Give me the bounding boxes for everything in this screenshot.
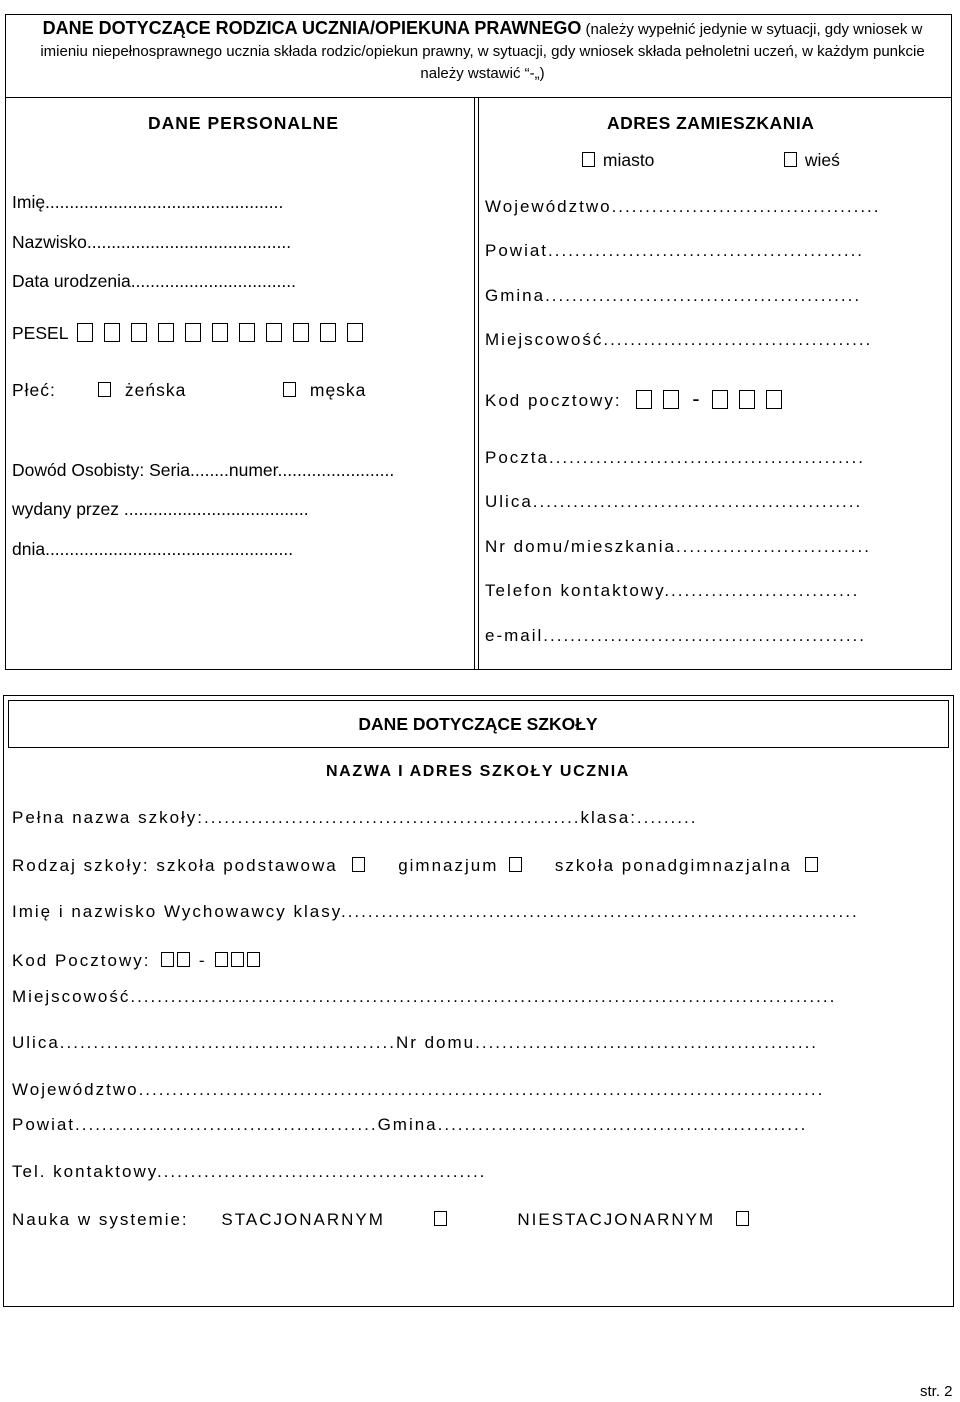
pesel-digit-box[interactable] xyxy=(293,323,309,342)
gender-male-option[interactable] xyxy=(283,380,366,400)
homeroom-teacher-field[interactable]: Imię i nazwisko Wychowawcy klasy............................................................................. xyxy=(12,902,859,921)
parent-section-title: DANE DOTYCZĄCE RODZICA UCZNIA/OPIEKUNA PRAWNEGO xyxy=(42,18,582,38)
city-label: miasto xyxy=(602,150,655,170)
pesel-digit-box[interactable] xyxy=(104,323,120,342)
village-label: wieś xyxy=(804,150,840,170)
pesel-digit-box[interactable] xyxy=(320,323,336,342)
pesel-digit-box[interactable] xyxy=(77,323,93,342)
school-section-heading: DANE DOTYCZĄCE SZKOŁY xyxy=(358,714,598,734)
pesel-digit-box[interactable] xyxy=(347,323,363,342)
phone-field[interactable]: Telefon kontaktowy............................. xyxy=(485,581,860,600)
middle-school-checkbox[interactable] xyxy=(509,857,522,872)
primary-school-checkbox[interactable] xyxy=(352,857,365,872)
last-name-field[interactable]: Nazwisko.......................................... xyxy=(12,232,292,252)
gender-male-label: męska xyxy=(309,380,367,400)
email-field[interactable]: e-mail................................................ xyxy=(485,626,866,645)
school-postal-digit-box[interactable] xyxy=(161,952,174,967)
postal-digit-box[interactable] xyxy=(636,390,652,409)
pesel-digit-box[interactable] xyxy=(266,323,282,342)
street-field[interactable]: Ulica................................................. xyxy=(485,492,863,511)
school-voivodeship-field[interactable]: Województwo...................................................................................................... xyxy=(12,1080,825,1099)
pesel-digit-box[interactable] xyxy=(131,323,147,342)
school-type-label: Rodzaj szkoły: szkoła podstawowa xyxy=(12,856,338,875)
school-postal-code-row xyxy=(12,951,260,971)
pesel-row xyxy=(12,323,374,343)
postal-digit-box[interactable] xyxy=(739,390,755,409)
column-divider-right xyxy=(478,97,479,670)
study-mode-label: Nauka w systemie: xyxy=(12,1210,189,1229)
birth-date-field[interactable]: Data urodzenia.................................. xyxy=(12,271,296,291)
full-time-checkbox[interactable] xyxy=(434,1211,447,1226)
gender-female-checkbox[interactable] xyxy=(98,382,111,397)
gender-label: Płeć: xyxy=(12,380,56,400)
school-type-row xyxy=(12,856,818,876)
pesel-digit-box[interactable] xyxy=(239,323,255,342)
page-number: str. 2 xyxy=(920,1383,953,1400)
middle-school-label: gimnazjum xyxy=(398,856,499,875)
commune-field[interactable]: Gmina............................................... xyxy=(485,286,862,305)
postal-digit-box[interactable] xyxy=(766,390,782,409)
school-street-field[interactable]: Ulica..................................................Nr domu................................................... xyxy=(12,1033,819,1052)
gender-female-label: żeńska xyxy=(124,380,187,400)
school-phone-field[interactable]: Tel. kontaktowy................................................. xyxy=(12,1162,487,1181)
secondary-school-checkbox[interactable] xyxy=(805,857,818,872)
house-number-field[interactable]: Nr domu/mieszkania............................. xyxy=(485,537,871,556)
school-postal-dash: - xyxy=(198,951,207,970)
pesel-label: PESEL xyxy=(12,323,69,343)
school-postal-code-label: Kod Pocztowy: xyxy=(12,951,151,970)
column-divider-left xyxy=(474,97,475,670)
school-postal-digit-box[interactable] xyxy=(247,952,260,967)
first-name-field[interactable]: Imię................................................. xyxy=(12,192,284,212)
postal-dash: - xyxy=(692,386,702,411)
school-postal-digit-box[interactable] xyxy=(177,952,190,967)
postal-digit-box[interactable] xyxy=(663,390,679,409)
school-name-field[interactable]: Pełna nazwa szkoły:........................................................klasa:......... xyxy=(12,808,698,827)
postal-code-row xyxy=(485,386,793,411)
gender-male-checkbox[interactable] xyxy=(283,382,296,397)
city-checkbox[interactable] xyxy=(582,152,595,167)
postal-digit-box[interactable] xyxy=(712,390,728,409)
study-mode-row xyxy=(12,1210,749,1230)
school-postal-digit-box[interactable] xyxy=(215,952,228,967)
school-county-field[interactable]: Powiat.............................................Gmina....................................................... xyxy=(12,1115,808,1134)
county-field[interactable]: Powiat............................................... xyxy=(485,241,865,260)
city-option[interactable] xyxy=(582,150,654,170)
part-time-checkbox[interactable] xyxy=(736,1211,749,1226)
school-subheading: NAZWA I ADRES SZKOŁY UCZNIA xyxy=(326,763,630,780)
postal-code-label: Kod pocztowy: xyxy=(485,391,622,410)
pesel-digit-box[interactable] xyxy=(158,323,174,342)
voivodeship-field[interactable]: Województwo........................................ xyxy=(485,197,881,216)
id-card-field[interactable]: Dowód Osobisty: Seria........numer........................ xyxy=(12,460,395,480)
post-office-field[interactable]: Poczta............................................... xyxy=(485,448,865,467)
parent-section-note: (należy wypełnić jedynie w sytuacji, gdy wniosek w imieniu niepełnosprawnego ucznia składa rodzic/opiekun prawny, w sytuacji, gdy wniosek składa pełnoletni uczeń, w każdym punkcie należy wstawić “-„) xyxy=(40,21,925,82)
village-option[interactable] xyxy=(784,150,840,170)
school-locality-field[interactable]: Miejscowość......................................................................................................... xyxy=(12,987,837,1006)
locality-field[interactable]: Miejscowość........................................ xyxy=(485,330,873,349)
school-postal-digit-box[interactable] xyxy=(231,952,244,967)
personal-data-heading: DANE PERSONALNE xyxy=(148,113,339,133)
pesel-digit-box[interactable] xyxy=(185,323,201,342)
parent-section-header xyxy=(20,17,945,85)
address-heading: ADRES ZAMIESZKANIA xyxy=(607,113,815,133)
issue-date-field[interactable]: dnia................................................... xyxy=(12,539,294,559)
full-time-label: STACJONARNYM xyxy=(221,1210,385,1229)
village-checkbox[interactable] xyxy=(784,152,797,167)
part-time-label: NIESTACJONARNYM xyxy=(517,1210,716,1229)
issued-by-field[interactable]: wydany przez ...................................... xyxy=(12,499,309,519)
pesel-digit-box[interactable] xyxy=(212,323,228,342)
secondary-school-label: szkoła ponadgimnazjalna xyxy=(554,856,792,875)
gender-female-option[interactable] xyxy=(98,380,186,400)
